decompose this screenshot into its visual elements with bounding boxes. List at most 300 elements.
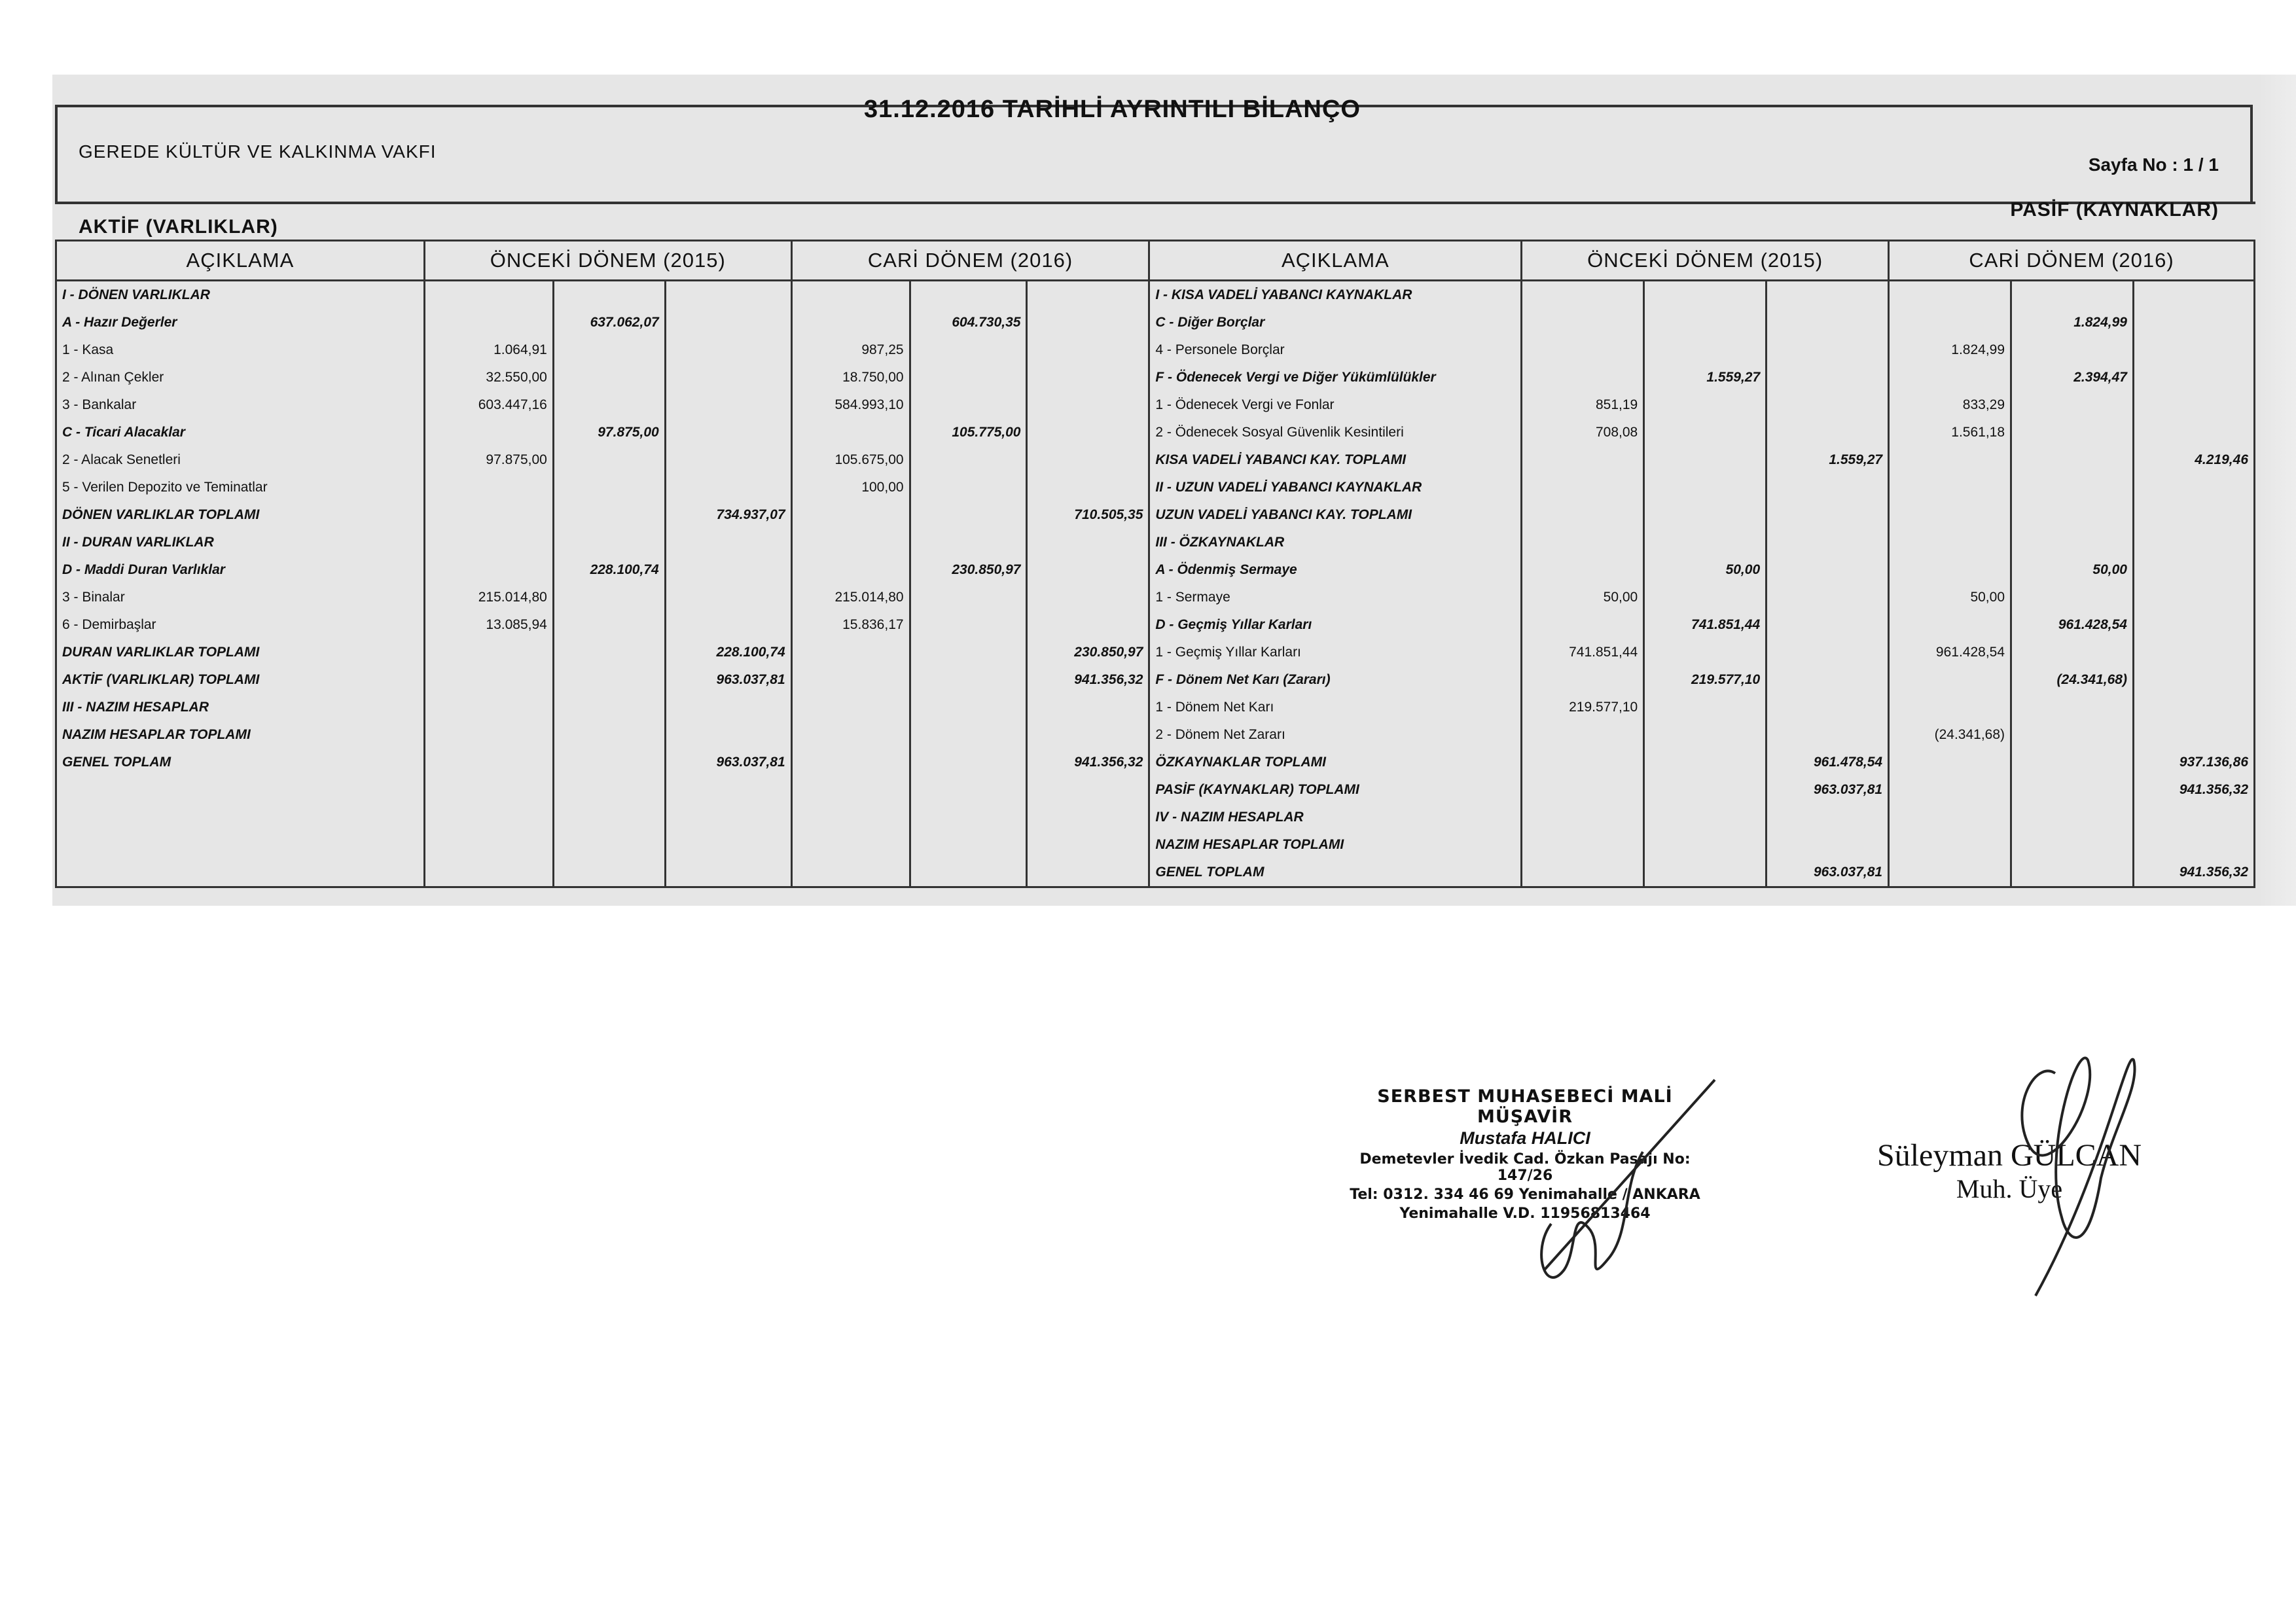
- aktif-value-p2: [553, 336, 665, 364]
- pasif-value-p1: [1522, 859, 1644, 887]
- aktif-value-c3: [1027, 391, 1149, 419]
- aktif-value-p3: [665, 474, 791, 501]
- pasif-value-c2: 50,00: [2011, 556, 2134, 584]
- pasif-value-p1: [1522, 666, 1644, 694]
- aktif-value-c3: [1027, 281, 1149, 310]
- pasif-row-label: IV - NAZIM HESAPLAR: [1149, 804, 1522, 831]
- pasif-value-p2: [1644, 859, 1767, 887]
- pasif-row-label: F - Dönem Net Karı (Zararı): [1149, 666, 1522, 694]
- aktif-value-p1: [424, 281, 553, 310]
- pasif-row-label: A - Ödenmiş Sermaye: [1149, 556, 1522, 584]
- sheet-edge: [2258, 75, 2296, 906]
- pasif-value-p2: [1644, 721, 1767, 749]
- pasif-value-c1: [1889, 364, 2011, 391]
- aktif-value-c3: [1027, 529, 1149, 556]
- pasif-value-c3: 4.219,46: [2133, 446, 2254, 474]
- aktif-row-label: 2 - Alınan Çekler: [56, 364, 425, 391]
- pasif-value-p1: [1522, 611, 1644, 639]
- pasif-value-p2: 219.577,10: [1644, 666, 1767, 694]
- pasif-value-c1: [1889, 446, 2011, 474]
- aktif-value-p3: [665, 584, 791, 611]
- pasif-value-c3: [2133, 584, 2254, 611]
- pasif-row-label: ÖZKAYNAKLAR TOPLAMI: [1149, 749, 1522, 776]
- aktif-value-c2: [910, 584, 1027, 611]
- pasif-value-c3: [2133, 831, 2254, 859]
- pasif-value-p3: [1767, 804, 1889, 831]
- pasif-value-c1: (24.341,68): [1889, 721, 2011, 749]
- pasif-value-p2: [1644, 446, 1767, 474]
- aktif-value-p2: [553, 639, 665, 666]
- pasif-value-p1: [1522, 501, 1644, 529]
- pasif-value-p2: [1644, 804, 1767, 831]
- pasif-value-c2: [2011, 721, 2134, 749]
- report-title: 31.12.2016 TARİHLİ AYRINTILI BİLANÇO: [864, 96, 1361, 123]
- aktif-value-c2: [910, 639, 1027, 666]
- aktif-value-c3: [1027, 584, 1149, 611]
- pasif-value-p3: [1767, 501, 1889, 529]
- aktif-row-label: [56, 831, 425, 859]
- aktif-value-c3: 230.850,97: [1027, 639, 1149, 666]
- stamp-address: Demetevler İvedik Cad. Özkan Pasajı No: 147/26: [1359, 1151, 1691, 1184]
- aktif-value-p2: [553, 804, 665, 831]
- pasif-value-p3: [1767, 474, 1889, 501]
- table-row: [56, 364, 2255, 391]
- pasif-value-c2: 2.394,47: [2011, 364, 2134, 391]
- pasif-value-p3: 961.478,54: [1767, 749, 1889, 776]
- pasif-value-c1: [1889, 556, 2011, 584]
- pasif-value-c3: 941.356,32: [2133, 776, 2254, 804]
- table-row: [56, 419, 2255, 446]
- aktif-value-p1: [424, 749, 553, 776]
- aktif-value-p2: [553, 501, 665, 529]
- aktif-value-c1: [791, 501, 910, 529]
- pasif-value-c3: [2133, 694, 2254, 721]
- pasif-value-c1: 1.824,99: [1889, 336, 2011, 364]
- pasif-value-p2: 1.559,27: [1644, 364, 1767, 391]
- pasif-value-p2: [1644, 749, 1767, 776]
- pasif-value-c3: [2133, 611, 2254, 639]
- pasif-value-c3: [2133, 501, 2254, 529]
- pasif-value-c1: [1889, 666, 2011, 694]
- pasif-value-p2: [1644, 419, 1767, 446]
- pasif-value-p2: [1644, 309, 1767, 336]
- aktif-aciklama-header: AÇIKLAMA: [56, 241, 425, 281]
- aktif-value-c1: [791, 749, 910, 776]
- signer-name: Süleyman GÜLCAN: [1877, 1138, 2142, 1173]
- pasif-value-c1: [1889, 281, 2011, 310]
- pasif-value-c3: [2133, 364, 2254, 391]
- pasif-row-label: 1 - Sermaye: [1149, 584, 1522, 611]
- pasif-row-label: C - Diğer Borçlar: [1149, 309, 1522, 336]
- pasif-value-c1: [1889, 529, 2011, 556]
- pasif-value-p3: [1767, 281, 1889, 310]
- aktif-value-p2: 637.062,07: [553, 309, 665, 336]
- pasif-value-p1: 851,19: [1522, 391, 1644, 419]
- aktif-value-p3: [665, 529, 791, 556]
- header-divider: [55, 202, 2255, 204]
- pasif-value-p3: [1767, 419, 1889, 446]
- table-row: [56, 639, 2255, 666]
- aktif-value-c2: [910, 364, 1027, 391]
- table-row: [56, 309, 2255, 336]
- pasif-value-c1: [1889, 804, 2011, 831]
- pasif-row-label: NAZIM HESAPLAR TOPLAMI: [1149, 831, 1522, 859]
- aktif-value-p3: [665, 309, 791, 336]
- pasif-row-label: III - ÖZKAYNAKLAR: [1149, 529, 1522, 556]
- pasif-value-c2: [2011, 639, 2134, 666]
- table-header-row: [56, 241, 2255, 281]
- pasif-value-p2: 50,00: [1644, 556, 1767, 584]
- aktif-value-c2: 604.730,35: [910, 309, 1027, 336]
- table-row: [56, 584, 2255, 611]
- aktif-value-c3: [1027, 309, 1149, 336]
- aktif-value-p2: [553, 611, 665, 639]
- aktif-value-p1: 13.085,94: [424, 611, 553, 639]
- aktif-value-c1: 215.014,80: [791, 584, 910, 611]
- pasif-value-c1: [1889, 309, 2011, 336]
- pasif-row-label: PASİF (KAYNAKLAR) TOPLAMI: [1149, 776, 1522, 804]
- aktif-value-p1: [424, 666, 553, 694]
- pasif-value-p3: [1767, 364, 1889, 391]
- aktif-row-label: I - DÖNEN VARLIKLAR: [56, 281, 425, 310]
- aktif-row-label: DÖNEN VARLIKLAR TOPLAMI: [56, 501, 425, 529]
- pasif-row-label: 4 - Personele Borçlar: [1149, 336, 1522, 364]
- aktif-value-c1: [791, 804, 910, 831]
- aktif-row-label: III - NAZIM HESAPLAR: [56, 694, 425, 721]
- pasif-value-p1: [1522, 474, 1644, 501]
- pasif-row-label: F - Ödenecek Vergi ve Diğer Yükümlülükler: [1149, 364, 1522, 391]
- aktif-value-c2: [910, 749, 1027, 776]
- pasif-row-label: 1 - Dönem Net Karı: [1149, 694, 1522, 721]
- aktif-value-c1: 15.836,17: [791, 611, 910, 639]
- pasif-value-c3: [2133, 639, 2254, 666]
- pasif-value-p1: [1522, 281, 1644, 310]
- pasif-value-c2: [2011, 584, 2134, 611]
- pasif-value-c1: 833,29: [1889, 391, 2011, 419]
- aktif-value-p2: [553, 529, 665, 556]
- aktif-value-c1: [791, 281, 910, 310]
- aktif-row-label: AKTİF (VARLIKLAR) TOPLAMI: [56, 666, 425, 694]
- pasif-value-c2: [2011, 446, 2134, 474]
- pasif-row-label: GENEL TOPLAM: [1149, 859, 1522, 887]
- aktif-value-p1: 97.875,00: [424, 446, 553, 474]
- pasif-value-p1: 219.577,10: [1522, 694, 1644, 721]
- aktif-value-c2: [910, 859, 1027, 887]
- aktif-value-p3: [665, 556, 791, 584]
- aktif-value-p2: [553, 584, 665, 611]
- aktif-value-c3: [1027, 804, 1149, 831]
- pasif-value-c2: [2011, 804, 2134, 831]
- pasif-value-c3: [2133, 529, 2254, 556]
- aktif-value-p1: [424, 309, 553, 336]
- pasif-value-p3: [1767, 391, 1889, 419]
- pasif-row-label: I - KISA VADELİ YABANCI KAYNAKLAR: [1149, 281, 1522, 310]
- aktif-value-p2: [553, 776, 665, 804]
- pasif-value-c1: [1889, 859, 2011, 887]
- pasif-value-p1: [1522, 804, 1644, 831]
- aktif-value-p3: [665, 364, 791, 391]
- pasif-value-p1: [1522, 529, 1644, 556]
- pasif-value-p1: [1522, 721, 1644, 749]
- stamp-tax-office: Yenimahalle V.D. 11956813464: [1399, 1205, 1651, 1222]
- member-signature-block: [1865, 1137, 2153, 1204]
- aktif-value-c1: 18.750,00: [791, 364, 910, 391]
- aktif-value-c1: [791, 639, 910, 666]
- pasif-value-p1: [1522, 556, 1644, 584]
- pasif-value-c1: 1.561,18: [1889, 419, 2011, 446]
- pasif-value-c1: 961.428,54: [1889, 639, 2011, 666]
- aktif-value-c3: 710.505,35: [1027, 501, 1149, 529]
- table-row: [56, 391, 2255, 419]
- pasif-value-c2: [2011, 419, 2134, 446]
- aktif-value-c2: [910, 474, 1027, 501]
- aktif-value-p3: [665, 611, 791, 639]
- aktif-value-p1: [424, 831, 553, 859]
- pasif-value-c3: [2133, 391, 2254, 419]
- pasif-onceki-header: ÖNCEKİ DÖNEM (2015): [1522, 241, 1889, 281]
- aktif-value-c3: [1027, 611, 1149, 639]
- pasif-value-c3: [2133, 309, 2254, 336]
- pasif-value-p2: [1644, 639, 1767, 666]
- aktif-value-c2: [910, 336, 1027, 364]
- aktif-row-label: 1 - Kasa: [56, 336, 425, 364]
- pasif-value-p3: [1767, 336, 1889, 364]
- aktif-row-label: 3 - Bankalar: [56, 391, 425, 419]
- aktif-row-label: 2 - Alacak Senetleri: [56, 446, 425, 474]
- aktif-value-c1: 987,25: [791, 336, 910, 364]
- aktif-value-c3: [1027, 694, 1149, 721]
- aktif-row-label: [56, 859, 425, 887]
- page-number: Sayfa No : 1 / 1: [2088, 154, 2219, 175]
- aktif-value-c1: [791, 529, 910, 556]
- stamp-phone: Tel: 0312. 334 46 69 Yenimahalle / ANKARA: [1350, 1186, 1700, 1203]
- aktif-value-p3: [665, 859, 791, 887]
- aktif-value-c3: [1027, 556, 1149, 584]
- pasif-value-c2: [2011, 336, 2134, 364]
- pasif-value-c3: [2133, 666, 2254, 694]
- pasif-value-c3: [2133, 474, 2254, 501]
- pasif-value-p3: [1767, 639, 1889, 666]
- aktif-value-p3: [665, 721, 791, 749]
- pasif-row-label: UZUN VADELİ YABANCI KAY. TOPLAMI: [1149, 501, 1522, 529]
- pasif-value-c2: (24.341,68): [2011, 666, 2134, 694]
- aktif-value-c2: [910, 501, 1027, 529]
- pasif-value-c2: [2011, 391, 2134, 419]
- aktif-value-c2: [910, 831, 1027, 859]
- aktif-value-c1: [791, 776, 910, 804]
- aktif-onceki-header: ÖNCEKİ DÖNEM (2015): [424, 241, 791, 281]
- pasif-value-c1: [1889, 776, 2011, 804]
- pasif-value-c1: [1889, 694, 2011, 721]
- aktif-value-c1: [791, 419, 910, 446]
- table-row: [56, 556, 2255, 584]
- aktif-value-p1: [424, 776, 553, 804]
- table-row: [56, 529, 2255, 556]
- pasif-value-p2: 741.851,44: [1644, 611, 1767, 639]
- pasif-value-p2: [1644, 694, 1767, 721]
- pasif-value-p2: [1644, 529, 1767, 556]
- aktif-value-c3: [1027, 776, 1149, 804]
- pasif-value-c3: 937.136,86: [2133, 749, 2254, 776]
- aktif-value-c1: [791, 309, 910, 336]
- pasif-value-p1: [1522, 364, 1644, 391]
- aktif-value-c2: [910, 666, 1027, 694]
- pasif-value-c3: [2133, 281, 2254, 310]
- aktif-value-p1: 1.064,91: [424, 336, 553, 364]
- table-row: [56, 336, 2255, 364]
- pasif-value-c3: [2133, 804, 2254, 831]
- pasif-value-p1: 708,08: [1522, 419, 1644, 446]
- pasif-value-c3: [2133, 721, 2254, 749]
- aktif-value-c2: [910, 611, 1027, 639]
- aktif-value-p3: [665, 776, 791, 804]
- pasif-value-p3: [1767, 529, 1889, 556]
- aktif-value-c3: [1027, 831, 1149, 859]
- table-row: [56, 721, 2255, 749]
- aktif-row-label: 5 - Verilen Depozito ve Teminatlar: [56, 474, 425, 501]
- pasif-value-p3: [1767, 721, 1889, 749]
- table-row: [56, 446, 2255, 474]
- aktif-value-p1: 215.014,80: [424, 584, 553, 611]
- pasif-aciklama-header: AÇIKLAMA: [1149, 241, 1522, 281]
- pasif-value-p3: 1.559,27: [1767, 446, 1889, 474]
- aktif-value-p1: 32.550,00: [424, 364, 553, 391]
- pasif-value-c2: 961.428,54: [2011, 611, 2134, 639]
- stamp-title: SERBEST MUHASEBECİ MALİ MÜŞAVİR: [1377, 1086, 1673, 1127]
- signer-role: Muh. Üye: [1956, 1174, 2063, 1204]
- aktif-value-c3: [1027, 474, 1149, 501]
- aktif-value-c2: [910, 446, 1027, 474]
- pasif-value-c1: [1889, 474, 2011, 501]
- aktif-value-p2: [553, 694, 665, 721]
- aktif-row-label: NAZIM HESAPLAR TOPLAMI: [56, 721, 425, 749]
- aktif-value-c2: 105.775,00: [910, 419, 1027, 446]
- aktif-value-p3: [665, 694, 791, 721]
- pasif-value-p3: [1767, 584, 1889, 611]
- balance-table: [55, 240, 2255, 888]
- pasif-value-p3: 963.037,81: [1767, 859, 1889, 887]
- aktif-value-p3: [665, 446, 791, 474]
- aktif-row-label: DURAN VARLIKLAR TOPLAMI: [56, 639, 425, 666]
- aktif-value-p2: 97.875,00: [553, 419, 665, 446]
- pasif-row-label: II - UZUN VADELİ YABANCI KAYNAKLAR: [1149, 474, 1522, 501]
- pasif-value-p3: [1767, 611, 1889, 639]
- balance-sheet: [52, 75, 2258, 906]
- aktif-row-label: GENEL TOPLAM: [56, 749, 425, 776]
- aktif-value-c2: [910, 529, 1027, 556]
- aktif-value-c1: [791, 721, 910, 749]
- aktif-value-c1: [791, 556, 910, 584]
- aktif-value-c2: [910, 694, 1027, 721]
- pasif-value-c3: [2133, 336, 2254, 364]
- pasif-value-c2: [2011, 474, 2134, 501]
- aktif-value-p3: [665, 281, 791, 310]
- pasif-value-p3: [1767, 556, 1889, 584]
- aktif-value-p2: [553, 474, 665, 501]
- pasif-value-p1: [1522, 776, 1644, 804]
- pasif-value-p3: [1767, 831, 1889, 859]
- aktif-value-c3: [1027, 721, 1149, 749]
- pasif-label: PASİF (KAYNAKLAR): [2010, 199, 2219, 221]
- pasif-value-c3: 941.356,32: [2133, 859, 2254, 887]
- pasif-row-label: KISA VADELİ YABANCI KAY. TOPLAMI: [1149, 446, 1522, 474]
- aktif-value-c3: [1027, 446, 1149, 474]
- aktif-row-label: A - Hazır Değerler: [56, 309, 425, 336]
- table-row: [56, 749, 2255, 776]
- pasif-value-c2: [2011, 859, 2134, 887]
- pasif-value-c2: [2011, 831, 2134, 859]
- aktif-value-c1: 105.675,00: [791, 446, 910, 474]
- aktif-value-p3: 228.100,74: [665, 639, 791, 666]
- aktif-value-p2: [553, 721, 665, 749]
- pasif-value-p1: [1522, 446, 1644, 474]
- pasif-value-p2: [1644, 776, 1767, 804]
- aktif-row-label: [56, 776, 425, 804]
- pasif-row-label: 2 - Dönem Net Zararı: [1149, 721, 1522, 749]
- pasif-value-p1: [1522, 309, 1644, 336]
- pasif-value-c2: [2011, 501, 2134, 529]
- aktif-value-p3: [665, 804, 791, 831]
- pasif-value-p3: 963.037,81: [1767, 776, 1889, 804]
- aktif-row-label: [56, 804, 425, 831]
- table-row: [56, 666, 2255, 694]
- aktif-row-label: II - DURAN VARLIKLAR: [56, 529, 425, 556]
- pasif-value-c2: [2011, 776, 2134, 804]
- aktif-value-p3: [665, 831, 791, 859]
- aktif-value-p1: [424, 694, 553, 721]
- aktif-value-p2: 228.100,74: [553, 556, 665, 584]
- pasif-value-p2: [1644, 474, 1767, 501]
- table-row: [56, 694, 2255, 721]
- pasif-value-c2: [2011, 694, 2134, 721]
- pasif-value-c2: 1.824,99: [2011, 309, 2134, 336]
- aktif-value-p2: [553, 831, 665, 859]
- aktif-label: AKTİF (VARLIKLAR): [79, 216, 278, 238]
- pasif-value-c1: [1889, 501, 2011, 529]
- pasif-value-c3: [2133, 556, 2254, 584]
- pasif-row-label: 1 - Ödenecek Vergi ve Fonlar: [1149, 391, 1522, 419]
- aktif-value-c1: [791, 666, 910, 694]
- pasif-value-c1: [1889, 611, 2011, 639]
- table-row: [56, 501, 2255, 529]
- pasif-value-c1: [1889, 749, 2011, 776]
- aktif-value-c3: [1027, 336, 1149, 364]
- pasif-value-c2: [2011, 529, 2134, 556]
- aktif-value-p2: [553, 859, 665, 887]
- aktif-value-c2: [910, 804, 1027, 831]
- aktif-value-p2: [553, 749, 665, 776]
- pasif-value-p1: [1522, 831, 1644, 859]
- pasif-value-p3: [1767, 666, 1889, 694]
- pasif-value-p2: [1644, 584, 1767, 611]
- pasif-value-c1: [1889, 831, 2011, 859]
- aktif-value-c2: [910, 391, 1027, 419]
- aktif-value-p1: [424, 804, 553, 831]
- table-row: [56, 804, 2255, 831]
- company-name: GEREDE KÜLTÜR VE KALKINMA VAKFI: [79, 141, 437, 162]
- pasif-row-label: 2 - Ödenecek Sosyal Güvenlik Kesintileri: [1149, 419, 1522, 446]
- table-row: [56, 281, 2255, 310]
- table-row: [56, 859, 2255, 887]
- aktif-value-c2: [910, 721, 1027, 749]
- aktif-row-label: D - Maddi Duran Varlıklar: [56, 556, 425, 584]
- aktif-row-label: 6 - Demirbaşlar: [56, 611, 425, 639]
- aktif-value-c2: [910, 281, 1027, 310]
- aktif-value-p1: 603.447,16: [424, 391, 553, 419]
- aktif-value-p2: [553, 391, 665, 419]
- table-row: [56, 831, 2255, 859]
- aktif-value-c3: 941.356,32: [1027, 749, 1149, 776]
